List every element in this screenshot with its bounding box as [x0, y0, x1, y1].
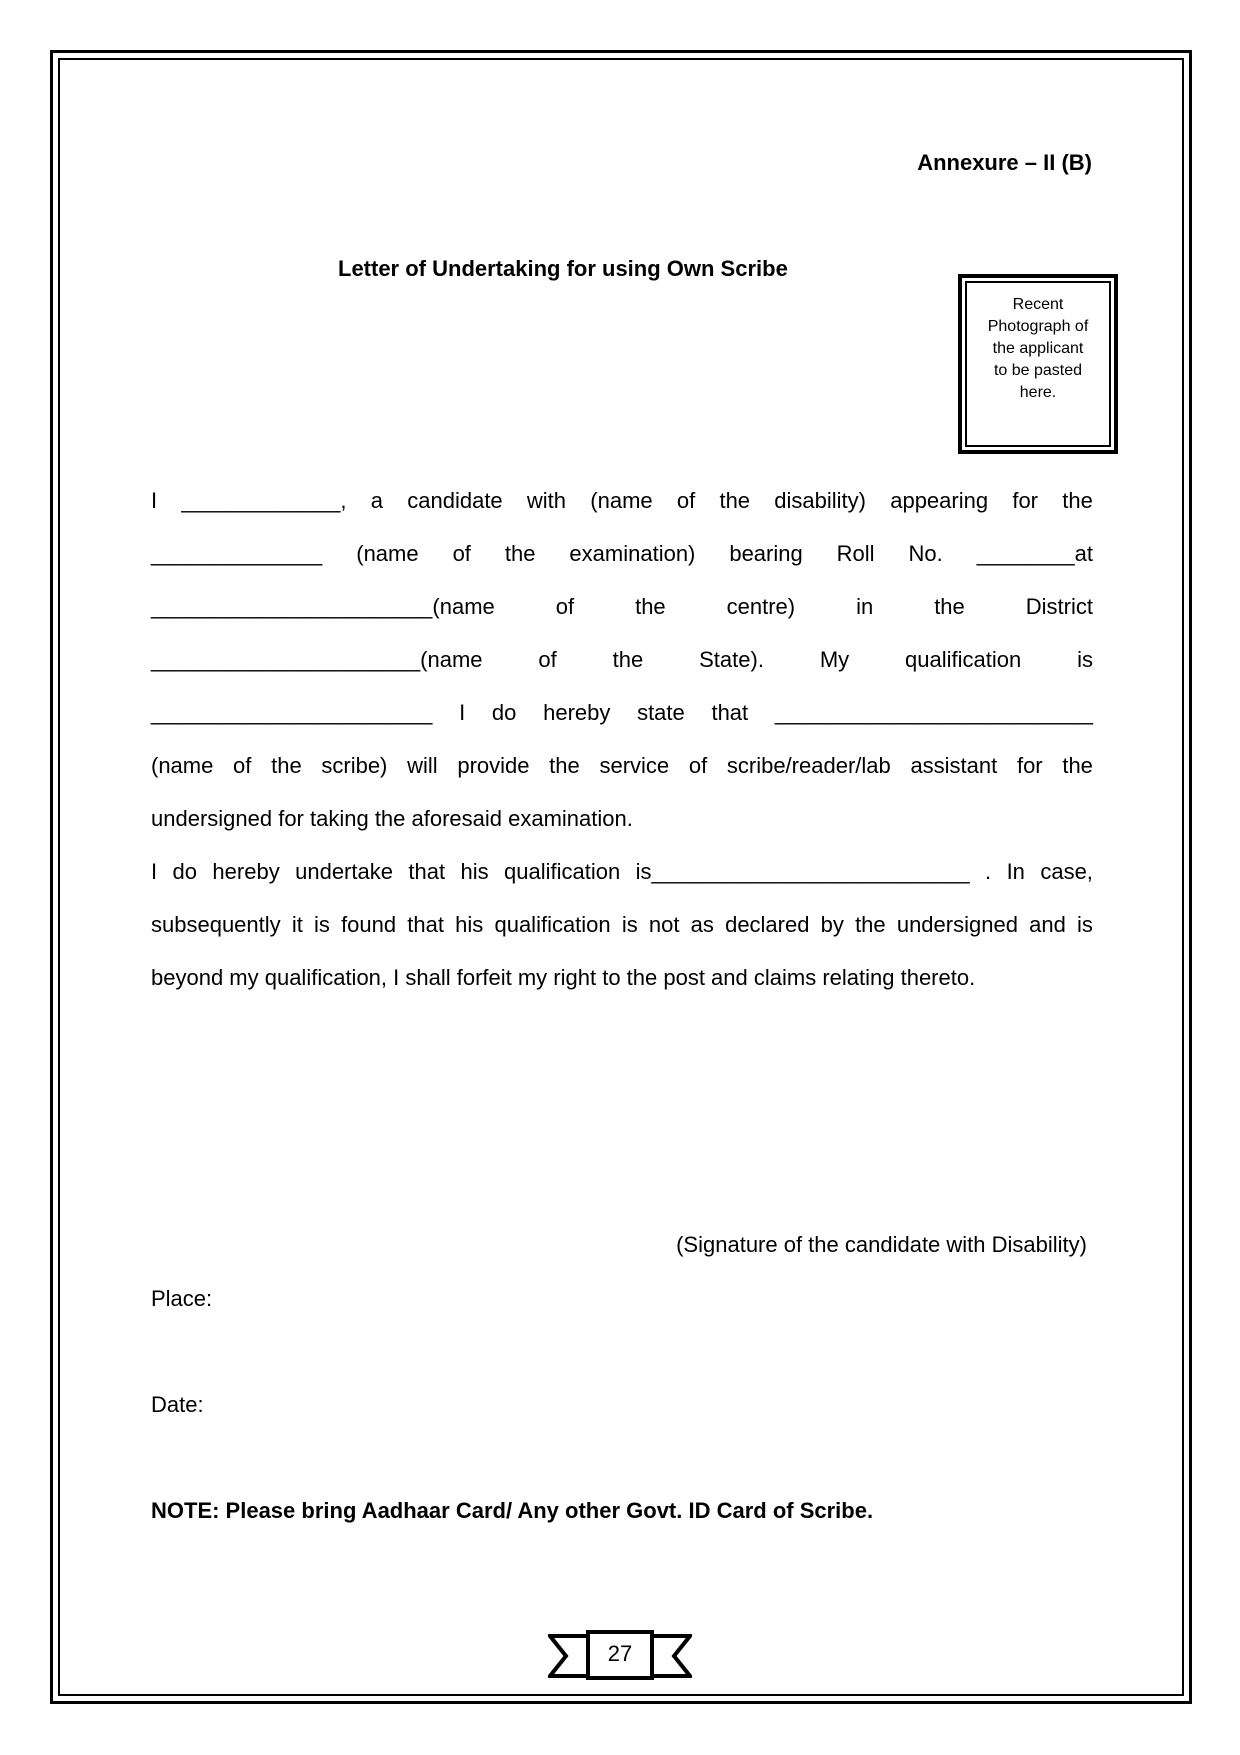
paragraph-word: the	[719, 488, 751, 513]
paragraph-line	[151, 898, 1093, 951]
document-title: Letter of Undertaking for using Own Scribe	[338, 256, 788, 281]
undertaking-paragraph	[151, 474, 1093, 1004]
paragraph-word: of	[555, 594, 575, 619]
paragraph-word: his	[460, 859, 489, 884]
paragraph-word: the	[1062, 753, 1093, 778]
paragraph-word: scribe/reader/lab	[726, 753, 891, 778]
paragraph-word: as	[690, 912, 714, 937]
place-label: Place:	[151, 1286, 213, 1311]
paragraph-word: of	[676, 488, 696, 513]
paragraph-word: ______________	[151, 541, 323, 566]
paragraph-word: State).	[699, 647, 764, 672]
paragraph-word: with	[526, 488, 567, 513]
paragraph-word: is	[1077, 912, 1093, 937]
paragraph-word: (name	[590, 488, 653, 513]
paragraph-line	[151, 633, 1093, 686]
paragraph-word: the	[635, 594, 666, 619]
paragraph-word: do	[491, 700, 517, 725]
paragraph-word: will	[407, 753, 438, 778]
paragraph-word: the	[271, 753, 302, 778]
paragraph-word: is	[1077, 647, 1093, 672]
paragraph-word: (name	[356, 541, 419, 566]
paragraph-word: Roll	[836, 541, 875, 566]
paragraph-word: that	[407, 912, 444, 937]
paragraph-word: .	[985, 859, 992, 884]
paragraph-line	[151, 845, 1093, 898]
paragraph-line: undersigned for taking the aforesaid examination.	[151, 806, 633, 831]
paragraph-word: examination)	[569, 541, 696, 566]
paragraph-word: do	[172, 859, 198, 884]
paragraph-word: appearing	[890, 488, 989, 513]
paragraph-word: a	[370, 488, 384, 513]
paragraph-word: In	[1006, 859, 1025, 884]
paragraph-line	[151, 527, 1093, 580]
paragraph-word: by	[820, 912, 844, 937]
note-text: NOTE: Please bring Aadhaar Card/ Any other Govt. ID Card of Scribe.	[151, 1498, 874, 1523]
paragraph-word: ______________________(name	[151, 647, 483, 672]
paragraph-word: is	[314, 912, 330, 937]
paragraph-word: service	[599, 753, 670, 778]
paragraph-word: scribe)	[321, 753, 388, 778]
paragraph-word: that	[408, 859, 446, 884]
annexure-label: Annexure – II (B)	[917, 150, 1092, 175]
paragraph-word: __________________________	[774, 700, 1093, 725]
paragraph-word: No.	[908, 541, 943, 566]
paragraph-line	[151, 739, 1093, 792]
paragraph-word: I	[151, 859, 158, 884]
paragraph-word: I	[151, 488, 158, 513]
photo-instructions	[965, 281, 1111, 447]
paragraph-word: candidate	[407, 488, 503, 513]
paragraph-word: hereby	[212, 859, 280, 884]
paragraph-word: of	[538, 647, 557, 672]
paragraph-word: ________at	[976, 541, 1093, 566]
photo-line: the applicant	[992, 340, 1084, 357]
paragraph-word: the	[855, 912, 886, 937]
paragraph-line: beyond my qualification, I shall forfeit my right to the post and claims relating thereto.	[151, 965, 976, 990]
paragraph-word: undertake	[295, 859, 393, 884]
paragraph-word: qualification	[504, 859, 621, 884]
paragraph-word: disability)	[774, 488, 866, 513]
paragraph-word: not	[648, 912, 680, 937]
paragraph-word: assistant	[910, 753, 998, 778]
paragraph-word: the	[504, 541, 536, 566]
paragraph-word: _______________________(name	[151, 594, 495, 619]
photo-line: to be pasted	[993, 362, 1083, 379]
paragraph-word: of	[233, 753, 252, 778]
paragraph-word: it	[291, 912, 303, 937]
photo-line: Recent	[1012, 296, 1064, 313]
photo-line: here.	[1019, 384, 1057, 401]
photo-placeholder-box	[958, 274, 1118, 454]
paragraph-word: qualification	[494, 912, 611, 937]
paragraph-word: of	[688, 753, 708, 778]
paragraph-word: _______________________	[151, 700, 433, 725]
paragraph-word: (name	[151, 753, 214, 778]
paragraph-line	[151, 474, 1093, 527]
paragraph-word: the	[612, 647, 644, 672]
paragraph-word: and	[1029, 912, 1066, 937]
paragraph-word: found	[341, 912, 397, 937]
paragraph-word: is	[621, 912, 638, 937]
paragraph-word: centre)	[726, 594, 796, 619]
photo-line: Photograph of	[987, 318, 1089, 335]
paragraph-word: state	[637, 700, 685, 725]
paragraph-line	[151, 580, 1093, 633]
paragraph-word: the	[1062, 488, 1093, 513]
signature-label: (Signature of the candidate with Disability)	[676, 1232, 1087, 1257]
paragraph-word: hereby	[543, 700, 611, 725]
paragraph-word: in	[856, 594, 874, 619]
paragraph-word: declared	[725, 912, 810, 937]
paragraph-word: bearing	[729, 541, 803, 566]
paragraph-word: his	[455, 912, 484, 937]
paragraph-word: My	[819, 647, 850, 672]
paragraph-line	[151, 686, 1093, 739]
date-label: Date:	[151, 1392, 204, 1417]
paragraph-word: the	[934, 594, 965, 619]
paragraph-word: _____________,	[181, 488, 347, 513]
paragraph-word: of	[452, 541, 471, 566]
paragraph-word: case,	[1040, 859, 1093, 884]
paragraph-word: District	[1025, 594, 1093, 619]
paragraph-word: for	[1016, 753, 1043, 778]
paragraph-word: I	[459, 700, 466, 725]
paragraph-word: provide	[457, 753, 530, 778]
paragraph-word: the	[549, 753, 580, 778]
paragraph-word: subsequently	[151, 912, 281, 937]
paragraph-word: qualification	[905, 647, 1022, 672]
page-number: 27	[607, 1641, 633, 1666]
paragraph-word: that	[711, 700, 749, 725]
paragraph-word: undersigned	[896, 912, 1018, 937]
paragraph-word: is__________________________	[635, 859, 970, 884]
paragraph-word: for	[1012, 488, 1039, 513]
